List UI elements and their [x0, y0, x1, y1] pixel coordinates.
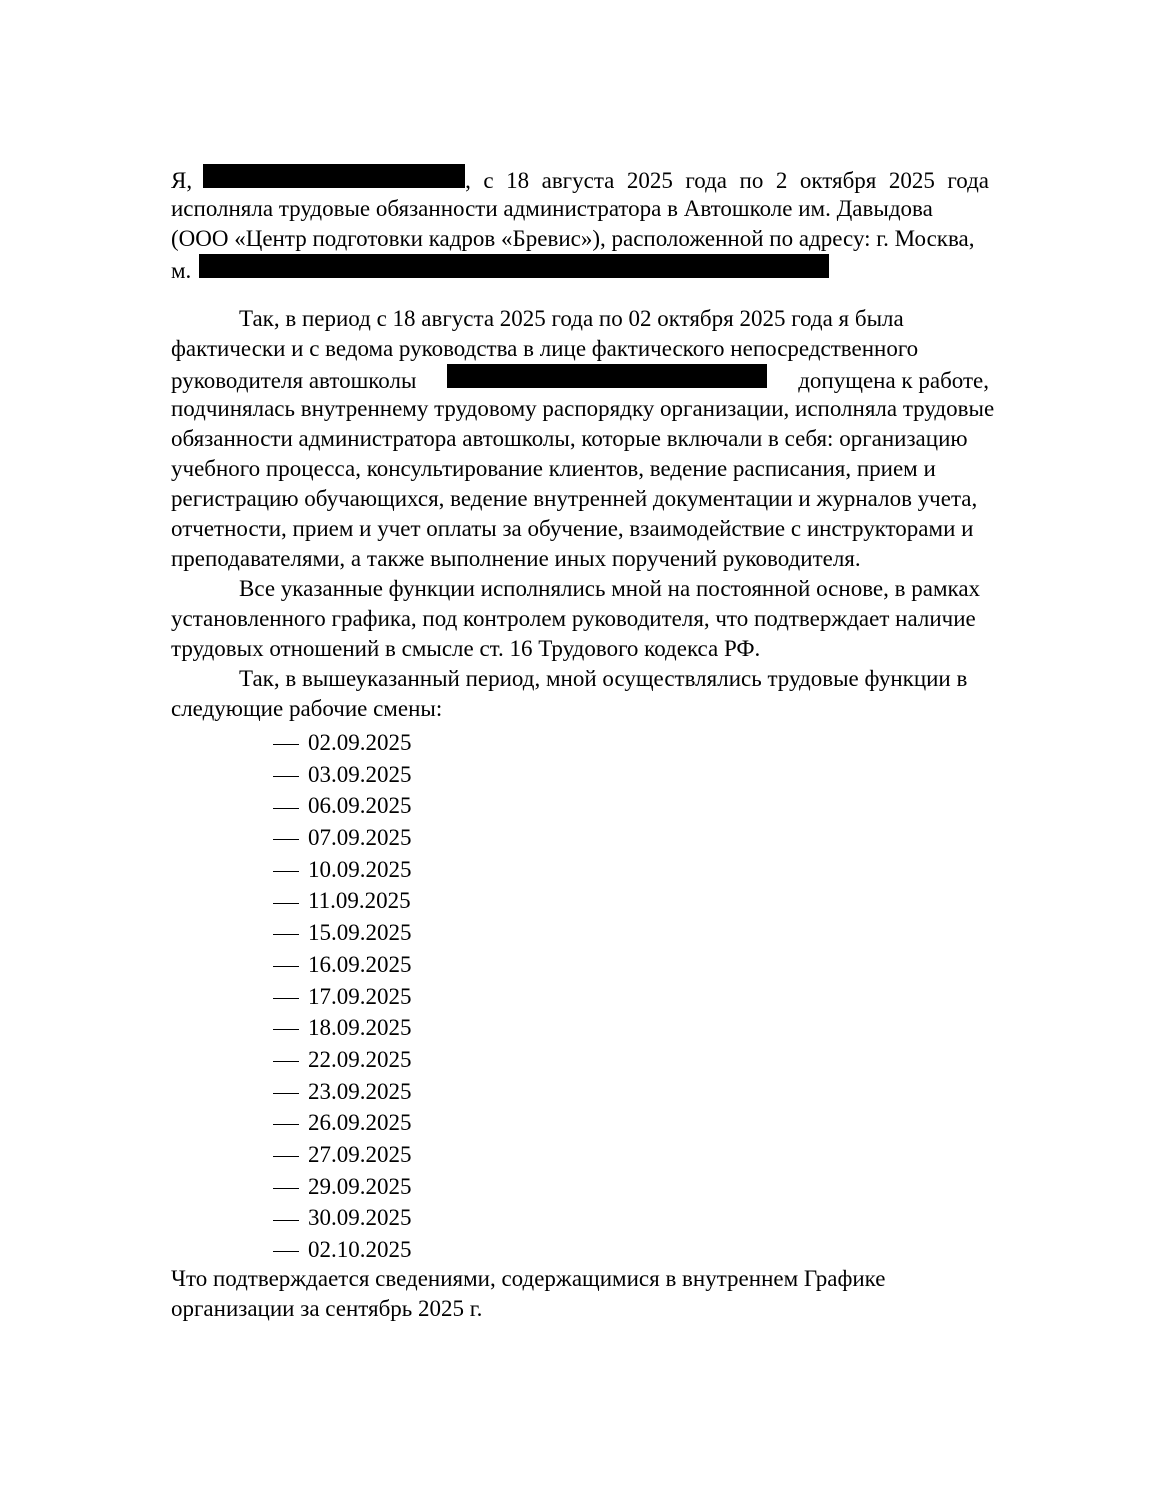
- shift-date: 02.09.2025: [308, 730, 412, 755]
- shift-date: 17.09.2025: [308, 983, 412, 1009]
- shift-date: 30.09.2025: [308, 1205, 412, 1231]
- word: года: [685, 168, 728, 193]
- dash-bullet-icon: [273, 966, 299, 967]
- dash-bullet-icon: [273, 871, 299, 872]
- shift-date: 15.09.2025: [308, 920, 412, 946]
- shift-list-item: [273, 949, 412, 981]
- dash-bullet-icon: [273, 903, 299, 904]
- word: с: [483, 168, 494, 193]
- shift-list-item: [273, 822, 412, 854]
- dash-bullet-icon: [273, 839, 299, 840]
- word: 2025: [626, 168, 673, 193]
- p1-line-6: учебного процесса, консультирование клиентов, ведение расписания, прием и: [171, 456, 936, 481]
- p1-line-2: фактически и с ведома руководства в лице фактического непосредственного: [171, 336, 919, 361]
- p2-line-3: трудовых отношений в смысле ст. 16 Трудового кодекса РФ.: [171, 636, 761, 661]
- shift-list-item: [273, 790, 412, 822]
- shift-list-item: [273, 1171, 412, 1203]
- p1-line-7: регистрацию обучающихся, ведение внутренней документации и журналов учета,: [171, 486, 978, 511]
- intro-name-group: [171, 164, 471, 196]
- redacted-address: [199, 254, 829, 278]
- shift-date: 06.09.2025: [308, 793, 412, 819]
- intro-line-1: [171, 164, 989, 194]
- shift-date: 26.09.2025: [308, 1110, 412, 1136]
- redacted-manager-name: [447, 364, 767, 388]
- word: 2025: [888, 168, 935, 193]
- p3-line-2: следующие рабочие смены:: [171, 696, 443, 721]
- p2-line-1: Все указанные функции исполнялись мной на постоянной основе, в рамках: [239, 576, 981, 601]
- shift-list: [273, 727, 412, 1266]
- intro-line-3: (ООО «Центр подготовки кадров «Бревис»), расположенной по адресу: г. Москва,: [171, 226, 975, 251]
- shift-list-item: [273, 1107, 412, 1139]
- p1-line-3-pre: руководителя автошколы: [171, 368, 417, 393]
- dash-bullet-icon: [273, 1251, 299, 1252]
- shift-list-item: [273, 1076, 412, 1108]
- p1-line-3-post: допущена к работе,: [798, 368, 989, 393]
- dash-bullet-icon: [273, 1061, 299, 1062]
- shift-list-item: [273, 917, 412, 949]
- closing-line-1: Что подтверждается сведениями, содержащимися в внутреннем Графике: [171, 1266, 886, 1291]
- shift-date: 10.09.2025: [308, 856, 412, 882]
- closing-line-2: организации за сентябрь 2025 г.: [171, 1296, 483, 1321]
- shift-date: 03.09.2025: [308, 761, 412, 787]
- shift-list-item: [273, 981, 412, 1013]
- dash-bullet-icon: [273, 1093, 299, 1094]
- shift-date: 02.10.2025: [308, 1237, 412, 1262]
- p1-line-3: [171, 364, 989, 394]
- word: года: [947, 168, 989, 193]
- dash-bullet-icon: [273, 934, 299, 935]
- dash-bullet-icon: [273, 744, 299, 745]
- shift-list-item: [273, 885, 412, 917]
- shift-list-item: [273, 759, 412, 791]
- comma: ,: [465, 168, 471, 193]
- p1-line-4: подчинялась внутреннему трудовому распорядку организации, исполняла трудовые: [171, 396, 995, 421]
- dash-bullet-icon: [273, 1156, 299, 1157]
- dash-bullet-icon: [273, 1188, 299, 1189]
- shift-list-item: [273, 1044, 412, 1076]
- p2-line-2: установленного графика, под контролем руководителя, что подтверждает наличие: [171, 606, 976, 631]
- dash-bullet-icon: [273, 1220, 299, 1221]
- shift-date: 18.09.2025: [308, 1015, 412, 1041]
- shift-list-item: [273, 1202, 412, 1234]
- shift-date: 11.09.2025: [308, 888, 411, 914]
- shift-list-item: [273, 727, 412, 759]
- intro-paragraph: [171, 164, 989, 284]
- dash-bullet-icon: [273, 1124, 299, 1125]
- dash-bullet-icon: [273, 998, 299, 999]
- paragraph-1: [171, 304, 995, 574]
- dash-bullet-icon: [273, 808, 299, 809]
- p3-line-1: Так, в вышеуказанный период, мной осуществлялись трудовые функции в: [239, 666, 968, 691]
- word: по: [739, 168, 764, 193]
- shift-list-item: [273, 1139, 412, 1171]
- shift-date: 23.09.2025: [308, 1078, 412, 1104]
- p1-line-8: отчетности, прием и учет оплаты за обучение, взаимодействие с инструкторами и: [171, 516, 974, 541]
- shift-date: 07.09.2025: [308, 825, 412, 851]
- paragraph-3: [171, 664, 989, 724]
- shift-date: 22.09.2025: [308, 1046, 412, 1072]
- closing-paragraph: [171, 1264, 989, 1324]
- p1-line-5: обязанности администратора автошколы, которые включали в себя: организацию: [171, 426, 968, 451]
- word: октября: [799, 168, 877, 193]
- address-prefix: м.: [171, 258, 192, 283]
- shift-list-item: [273, 854, 412, 886]
- word: 2: [775, 168, 788, 193]
- word: 18: [506, 168, 530, 193]
- dash-bullet-icon: [273, 776, 299, 777]
- intro-line-2: исполняла трудовые обязанности администратора в Автошколе им. Давыдова: [171, 196, 933, 221]
- p1-line-9: преподавателями, а также выполнение иных поручений руководителя.: [171, 546, 861, 571]
- word: августа: [541, 168, 615, 193]
- intro-line-4: [171, 254, 989, 284]
- shift-list-item: [273, 1012, 412, 1044]
- shift-date: 27.09.2025: [308, 1141, 412, 1167]
- shift-date: 29.09.2025: [308, 1173, 412, 1199]
- intro-pronoun: Я,: [171, 168, 193, 193]
- dash-bullet-icon: [273, 1029, 299, 1030]
- paragraph-2: [171, 574, 989, 664]
- p1-line-1: Так, в период с 18 августа 2025 года по 02 октября 2025 года я была: [239, 306, 904, 331]
- redacted-name: [203, 164, 465, 188]
- shift-list-item: [273, 1234, 412, 1266]
- shift-date: 16.09.2025: [308, 951, 412, 977]
